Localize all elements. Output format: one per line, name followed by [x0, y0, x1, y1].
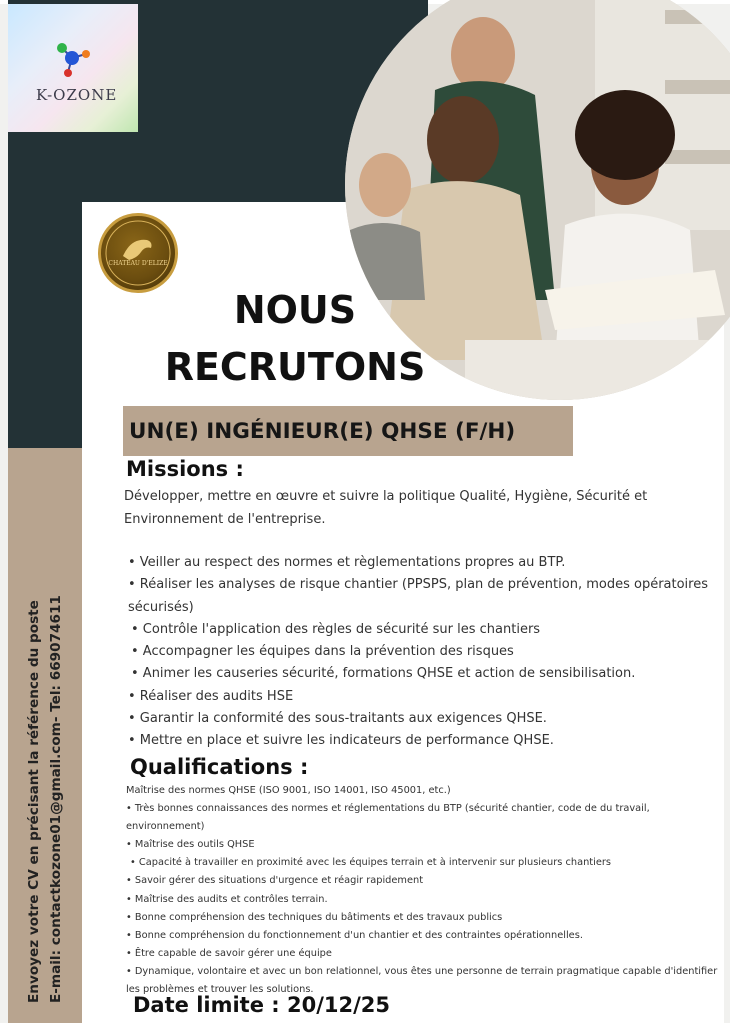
- chateau-delize-badge: [98, 213, 178, 293]
- list-item: • Être capable de savoir gérer une équipe: [126, 947, 332, 959]
- horse-emblem-icon: [101, 216, 175, 290]
- list-item: • Accompagner les équipes dans la prévention des risques: [131, 644, 514, 660]
- missions-heading: Missions :: [126, 457, 244, 481]
- contact-email-phone: E-mail: contactkozone01@gmail.com- Tel: 669074611: [48, 595, 64, 1003]
- qualifications-heading: Qualifications :: [130, 755, 309, 779]
- missions-intro: Développer, mettre en œuvre et suivre la politique Qualité, Hygiène, Sécurité et Environnement de l'entreprise.: [124, 489, 648, 527]
- list-item: • Savoir gérer des situations d'urgence et réagir rapidement: [126, 875, 424, 887]
- badge-name: CHATEAU D'ELIZE: [108, 260, 168, 267]
- headline-line-1: NOUS: [233, 288, 357, 332]
- list-item: • Bonne compréhension du fonctionnement d'un chantier et des contraintes opérationnelles.: [126, 929, 583, 941]
- qualifications-list: [126, 782, 718, 999]
- list-item: • Animer les causeries sécurité, formations QHSE et action de sensibilisation.: [131, 666, 636, 682]
- headline: [140, 282, 450, 396]
- job-title-bar: [123, 406, 573, 456]
- list-item: • Dynamique, volontaire et avec un bon relationnel, vous êtes une personne de terrain pragmatique capable d'identifier les problèmes et trouver les solutions.: [126, 965, 718, 996]
- list-item: • Très bonnes connaissances des normes et réglementations du BTP (sécurité chantier, code de du travail, environnement): [126, 803, 650, 833]
- molecule-icon: [48, 40, 98, 90]
- job-title: UN(E) INGÉNIEUR(E) QHSE (F/H): [129, 418, 516, 444]
- list-item: • Réaliser des audits HSE: [128, 688, 294, 704]
- list-item: • Bonne compréhension des techniques du bâtiments et des travaux publics: [126, 911, 503, 923]
- missions-list: [124, 552, 724, 753]
- list-item: • Garantir la conformité des sous-traitants aux exigences QHSE.: [128, 711, 547, 727]
- list-item: • Contrôle l'application des règles de sécurité sur les chantiers: [131, 621, 541, 637]
- deadline: Date limite : 20/12/25: [133, 993, 390, 1017]
- list-item: • Capacité à travailler en proximité avec les équipes terrain et à intervenir sur plusieurs chantiers: [130, 857, 612, 869]
- headline-line-2: RECRUTONS: [164, 345, 426, 389]
- logo-text: K-OZONE: [36, 86, 118, 104]
- company-logo: [8, 4, 138, 132]
- list-item: • Veiller au respect des normes et règlementations propres au BTP.: [128, 555, 566, 570]
- contact-instruction: Envoyez votre CV en précisant la référence du poste: [26, 600, 42, 1003]
- list-item: Maîtrise des normes QHSE (ISO 9001, ISO 14001, ISO 45001, etc.): [126, 785, 451, 796]
- list-item: • Maîtrise des audits et contrôles terrain.: [126, 893, 328, 905]
- list-item: • Réaliser les analyses de risque chantier (PPSPS, plan de prévention, modes opératoires sécurisés): [128, 577, 708, 615]
- list-item: • Mettre en place et suivre les indicateurs de performance QHSE.: [128, 733, 554, 749]
- contact-info: [23, 453, 67, 1003]
- list-item: • Maîtrise des outils QHSE: [126, 839, 255, 851]
